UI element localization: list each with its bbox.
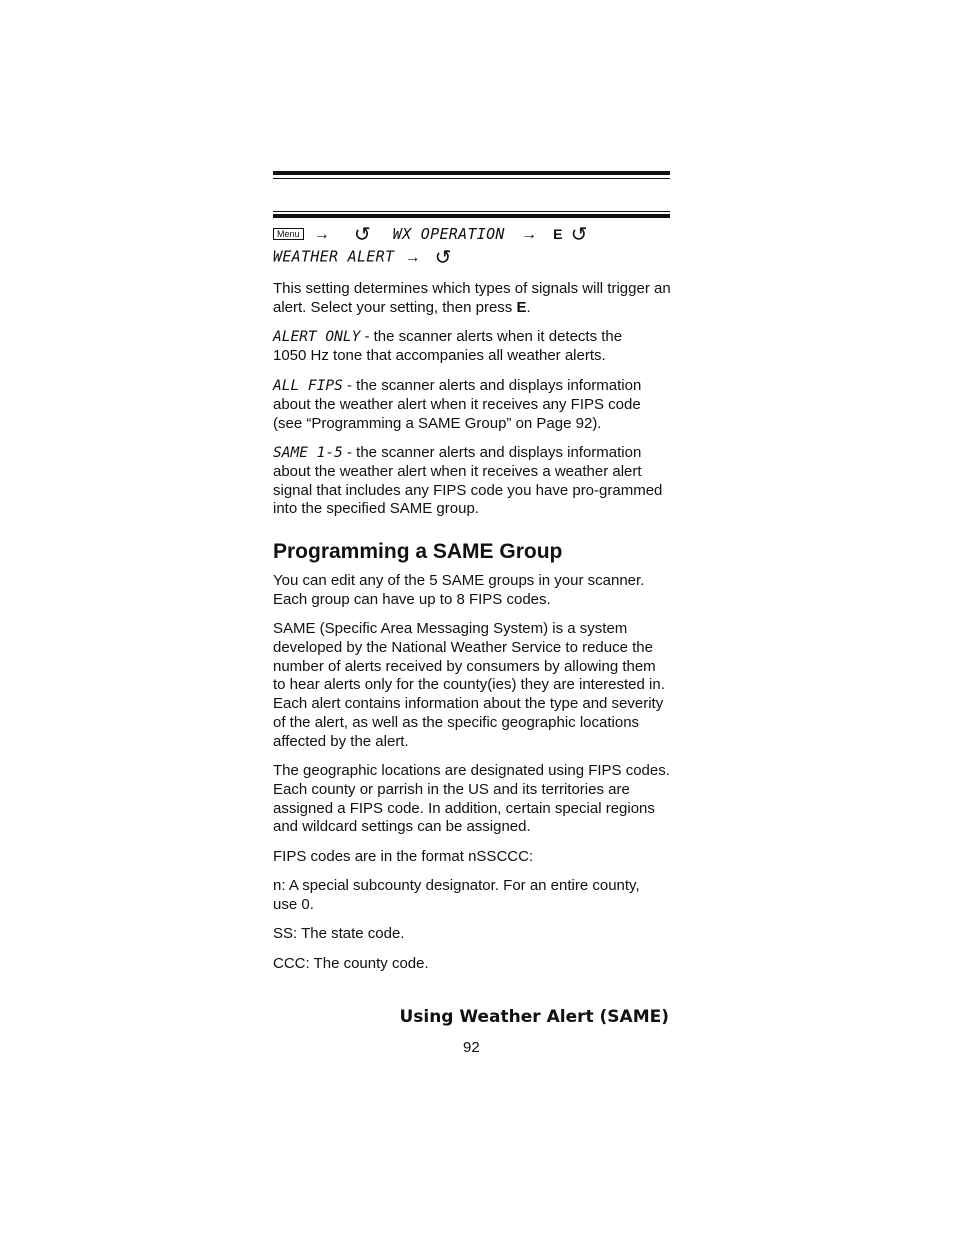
page-number: 92: [463, 1039, 480, 1056]
top-rule-thin: [273, 178, 670, 179]
option-desc: - the scanner alerts and displays information about the weather alert when it receives any FIPS code (see “Programming a SAME Group” on Page 92).: [273, 377, 642, 432]
arrow-icon: →: [520, 225, 537, 243]
option-same-1-5: [273, 444, 665, 519]
section-paragraph: CCC: The county code.: [273, 955, 429, 972]
footer-chapter-title: Using Weather Alert (SAME): [399, 1007, 669, 1027]
e-key-inline: E: [516, 298, 527, 316]
weather-alert-label: WEATHER ALERT: [273, 247, 395, 266]
top-rule-thick: [273, 171, 670, 175]
section-paragraph: The geographic locations are designated using FIPS codes. Each county or parrish in the US and its territories are assigned a FIPS code. In addition, certain special regions and wildcard settings can be assigned.: [273, 762, 670, 836]
wx-operation-label: WX OPERATION: [392, 224, 505, 243]
option-desc: - the scanner alerts when it detects the 1050 Hz tone that accompanies all weather alerts.: [273, 328, 623, 364]
arrow-icon: →: [313, 225, 330, 243]
intro-period: .: [526, 298, 531, 316]
section-paragraph: FIPS codes are in the format nSSCCC:: [273, 848, 534, 865]
intro-text: This setting determines which types of signals will trigger an alert. Select your setting, then press: [273, 280, 671, 316]
option-term: ALL FIPS: [273, 378, 343, 394]
section-paragraph: You can edit any of the 5 SAME groups in your scanner. Each group can have up to 8 FIPS codes.: [273, 572, 645, 608]
intro-paragraph: [273, 280, 673, 318]
menu-path-line-2: [273, 245, 673, 269]
nav-rule-thick: [273, 214, 670, 218]
rotate-knob-icon: ↺: [570, 221, 588, 246]
rotate-knob-icon: ↺: [434, 244, 452, 269]
option-alert-only: [273, 328, 633, 366]
section-paragraph: SS: The state code.: [273, 925, 405, 942]
section-paragraph: n: A special subcounty designator. For an entire county, use 0.: [273, 877, 640, 913]
option-term: ALERT ONLY: [273, 329, 361, 345]
option-term: SAME 1-5: [273, 445, 343, 461]
arrow-icon: →: [404, 248, 421, 266]
option-desc: - the scanner alerts and displays information about the weather alert when it receives a weather alert signal that includes any FIPS code you have pro-grammed into the specified SAME group.: [273, 444, 663, 518]
option-all-fips: [273, 377, 668, 433]
menu-key: Menu: [273, 228, 304, 240]
nav-rule-thin: [273, 211, 670, 212]
menu-path-line-1: [273, 222, 673, 246]
section-heading: Programming a SAME Group: [273, 540, 563, 563]
section-paragraph: SAME (Specific Area Messaging System) is a system developed by the National Weather Service to reduce the number of alerts received by consumers by allowing them to hear alerts only for the county(ies) they are interested in. Each alert contains information about the type and severity of the alert, as well as the specific geographic locations affected by the alert.: [273, 620, 665, 750]
rotate-knob-icon: ↺: [353, 221, 371, 246]
e-key: E: [553, 225, 563, 242]
